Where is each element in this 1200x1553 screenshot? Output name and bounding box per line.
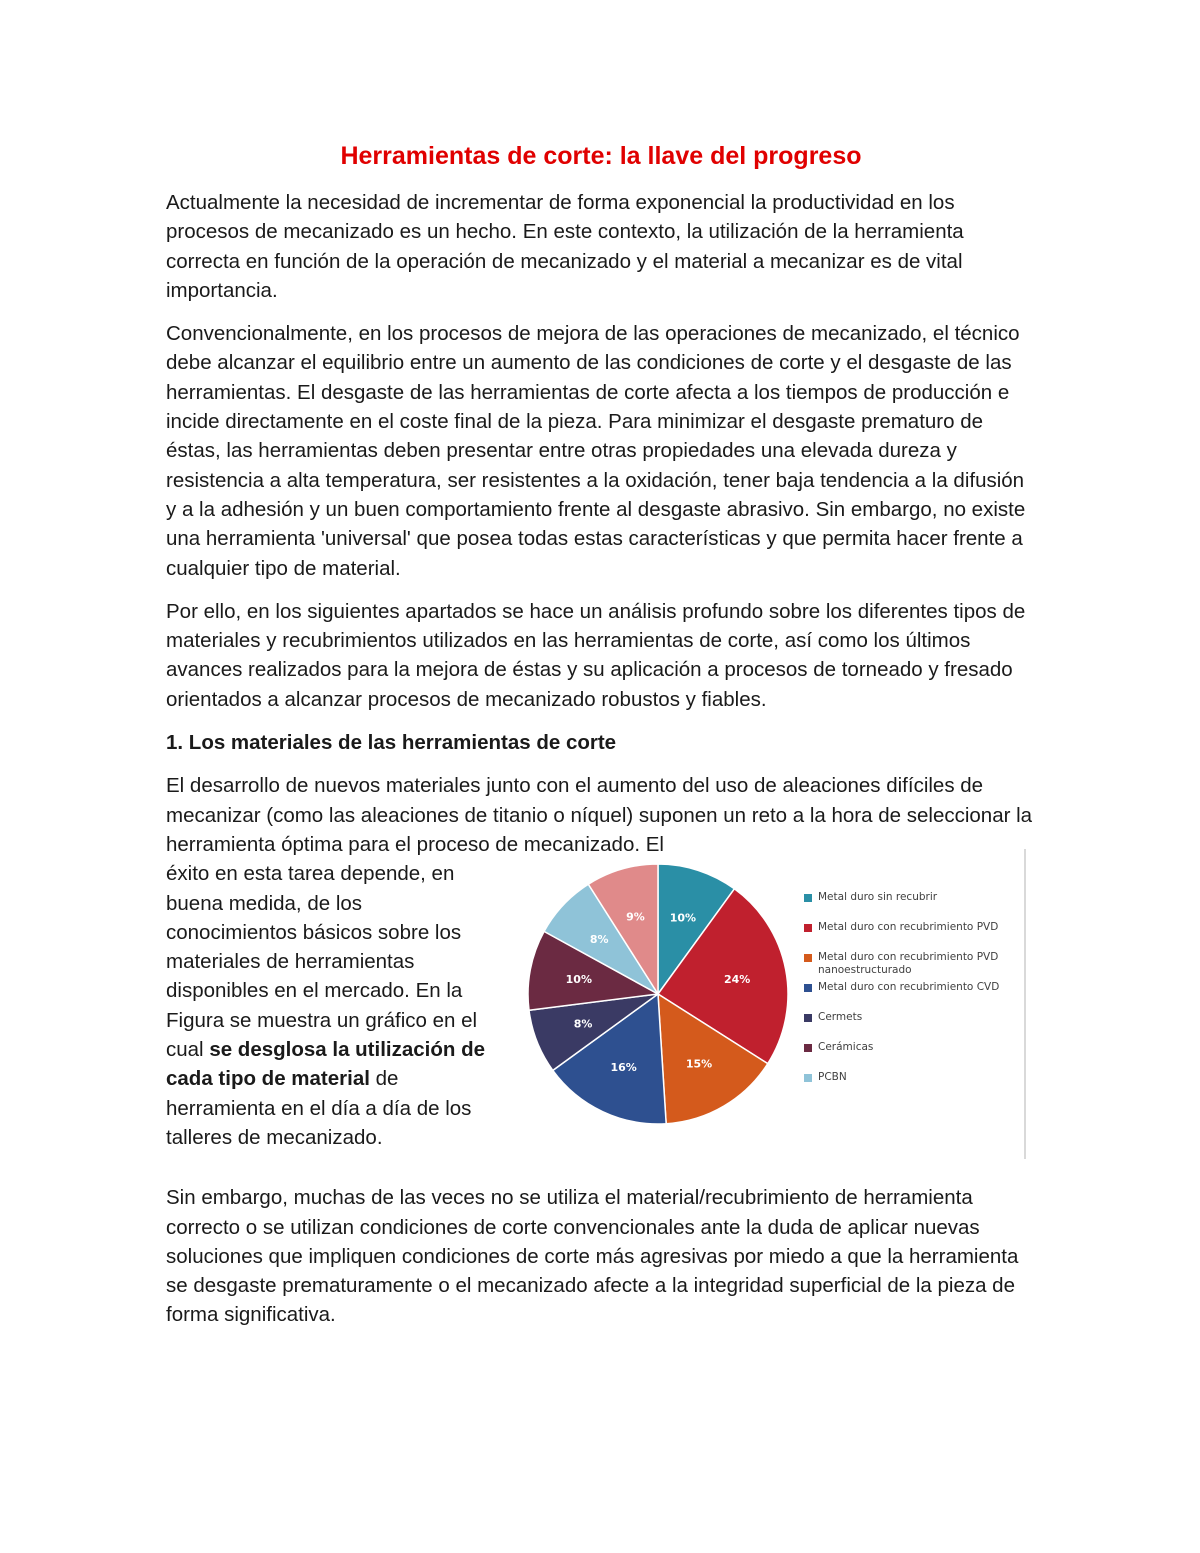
paragraph-analysis: Por ello, en los siguientes apartados se hace un análisis profundo sobre los diferentes tipos de materiales y recubrimientos utilizados en las herramientas de corte, así como los últimos avances realizados para la mejora de éstas y su aplicación a procesos de torneado y fresado orientados a alcanzar procesos de mecanizado robustos y fiables. <box>166 599 1026 711</box>
legend-label-0: Metal duro sin recubrir <box>818 891 938 904</box>
paragraph-conventional: Convencionalmente, en los procesos de mejora de las operaciones de mecanizado, el técnico debe alcanzar el equilibrio entre un aumento de las condiciones de corte y el desgaste de las herramientas. El desgaste de las herramientas de corte afecta a los tiempos de producción e incide directamente en el coste final de la pieza. Para minimizar el desgaste prematuro de éstas, las herramientas deben presentar entre otras propiedades una elevada dureza y resistencia a alta temperatura, ser resistentes a la oxidación, tener baja tendencia a la difusión y a la adhesión y un buen comportamiento frente al desgaste abrasivo. Sin embargo, no existe una herramienta 'universal' que posea todas estas características y que permita hacer frente a cualquier tipo de material. <box>166 322 1026 580</box>
legend-swatch-5 <box>804 1044 812 1052</box>
legend-swatch-0 <box>804 894 812 902</box>
pie-chart <box>516 849 806 1159</box>
paragraph-intro: Actualmente la necesidad de incrementar de forma exponencial la productividad en los procesos de mecanizado es un hecho. En este contexto, la utilización de la herramienta correcta en función de la operación de mecanizado y el material a mecanizar es de vital importancia. <box>166 191 964 302</box>
figure-side-text <box>166 859 496 1152</box>
pie-slice-label-0: 10% <box>669 911 697 925</box>
figure-text-end: de herramienta en el día a día de los talleres de mecanizado. <box>166 1067 472 1149</box>
pie-slice-label-1: 24% <box>724 973 751 987</box>
pie-slice-label-6: 8% <box>589 933 609 947</box>
legend-swatch-2 <box>804 954 812 962</box>
paragraph-conclusion: Sin embargo, muchas de las veces no se utiliza el material/recubrimiento de herramienta correcto o se utilizan condiciones de corte convencionales ante la duda de aplicar nuevas soluciones que impliquen condiciones de corte más agresivas por miedo a que la herramienta se desgaste prematuramente o el mecanizado afecte a la integridad superficial de la pieza de forma significativa. <box>166 1186 1019 1327</box>
paragraph-figure-description <box>166 859 496 1152</box>
figure-text-start: éxito en esta tarea depende, en buena medida, de los conocimientos básicos sobre los materiales de herramientas disponibles en el mercado. En la Figura se muestra un gráfico en el cual <box>166 862 478 1062</box>
pie-chart-figure <box>516 849 1026 1159</box>
legend-label-3: Metal duro con recubrimiento CVD <box>818 981 1000 994</box>
legend-swatch-6 <box>804 1074 812 1082</box>
document-page <box>166 138 1036 1344</box>
legend-swatch-1 <box>804 924 812 932</box>
legend-label-2: Metal duro con recubrimiento PVD nanoestructurado <box>818 951 999 977</box>
paragraph-materials: El desarrollo de nuevos materiales junto con el aumento del uso de aleaciones difíciles de mecanizar (como las aleaciones de titanio o níquel) suponen un reto a la hora de seleccionar la herramienta óptima para el proceso de mecanizado. El <box>166 774 1033 856</box>
pie-slice-label-5: 10% <box>565 973 592 987</box>
pie-slice-label-7: 9% <box>626 910 645 924</box>
figure-text-bold: se desglosa la utilización de cada tipo de material <box>166 1038 486 1091</box>
pie-slice-label-2: 15% <box>685 1057 713 1071</box>
section-heading-materials: 1. Los materiales de las herramientas de corte <box>166 731 617 755</box>
legend-label-4: Cermets <box>818 1011 863 1024</box>
legend-label-6: PCBN <box>818 1071 847 1084</box>
legend-label-5: Cerámicas <box>818 1041 874 1054</box>
pie-slice-label-3: 16% <box>610 1061 637 1075</box>
legend-swatch-3 <box>804 984 812 992</box>
document-title: Herramientas de corte: la llave del progreso <box>340 142 862 170</box>
text-figure-row <box>166 859 1036 1171</box>
legend-label-1: Metal duro con recubrimiento PVD <box>818 921 999 934</box>
pie-slice-label-4: 8% <box>573 1017 593 1031</box>
legend-swatch-4 <box>804 1014 812 1022</box>
